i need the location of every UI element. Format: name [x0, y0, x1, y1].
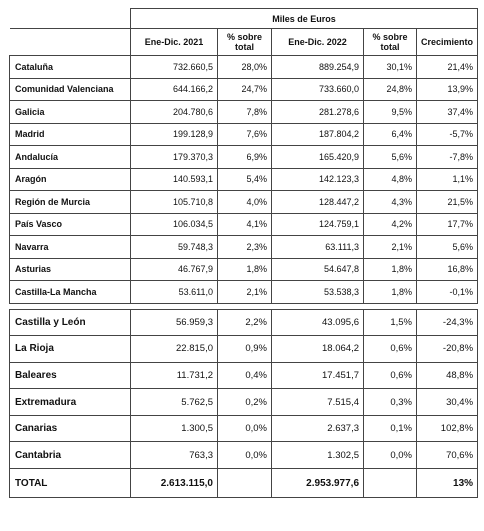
region-cell: Baleares — [10, 362, 131, 389]
column-header-2022: Ene-Dic. 2022 — [272, 29, 364, 56]
table-row — [10, 168, 478, 191]
value-2021-cell: 5.762,5 — [131, 389, 218, 416]
header-blank-cell — [10, 9, 131, 29]
share-2021-cell: 4,0% — [218, 191, 272, 214]
region-cell: Castilla-La Mancha — [10, 281, 131, 304]
data-table-container — [9, 8, 477, 498]
value-2022-cell: 43.095,6 — [272, 309, 364, 336]
region-cell: Navarra — [10, 236, 131, 259]
region-cell: Comunidad Valenciana — [10, 78, 131, 101]
share-2022-cell: 4,8% — [364, 168, 417, 191]
region-cell: Galicia — [10, 101, 131, 124]
growth-cell: 48,8% — [417, 362, 478, 389]
total-label: TOTAL — [10, 469, 131, 498]
share-2021-cell: 7,6% — [218, 123, 272, 146]
value-2022-cell: 281.278,6 — [272, 101, 364, 124]
column-header-growth: Crecimiento — [417, 29, 478, 56]
value-2021-cell: 53.611,0 — [131, 281, 218, 304]
table-row — [10, 442, 478, 469]
growth-cell: -20,8% — [417, 336, 478, 363]
value-2022-cell: 128.447,2 — [272, 191, 364, 214]
share-2021-cell: 4,1% — [218, 213, 272, 236]
value-2021-cell: 204.780,6 — [131, 101, 218, 124]
share-2022-cell: 1,5% — [364, 309, 417, 336]
value-2021-cell: 59.748,3 — [131, 236, 218, 259]
value-2021-cell: 732.660,5 — [131, 56, 218, 79]
table-row — [10, 281, 478, 304]
value-2022-cell: 7.515,4 — [272, 389, 364, 416]
value-2022-cell: 54.647,8 — [272, 258, 364, 281]
growth-cell: 70,6% — [417, 442, 478, 469]
table-row — [10, 309, 478, 336]
value-2021-cell: 644.166,2 — [131, 78, 218, 101]
share-2022-cell: 0,6% — [364, 336, 417, 363]
table-row — [10, 236, 478, 259]
value-2021-cell: 763,3 — [131, 442, 218, 469]
share-2022-cell: 4,2% — [364, 213, 417, 236]
share-2021-cell: 6,9% — [218, 146, 272, 169]
value-2022-cell: 733.660,0 — [272, 78, 364, 101]
table-row — [10, 101, 478, 124]
header-blank-cell — [10, 29, 131, 56]
share-2021-cell: 0,0% — [218, 442, 272, 469]
share-2021-cell: 7,8% — [218, 101, 272, 124]
share-2022-cell: 6,4% — [364, 123, 417, 146]
share-2021-cell: 0,2% — [218, 389, 272, 416]
growth-cell: 21,5% — [417, 191, 478, 214]
region-cell: La Rioja — [10, 336, 131, 363]
growth-cell: 17,7% — [417, 213, 478, 236]
column-header-share-2021: % sobre total — [218, 29, 272, 56]
growth-cell: 102,8% — [417, 415, 478, 442]
share-2022-cell: 9,5% — [364, 101, 417, 124]
column-header-2021: Ene-Dic. 2021 — [131, 29, 218, 56]
region-cell: Cataluña — [10, 56, 131, 79]
value-2022-cell: 1.302,5 — [272, 442, 364, 469]
growth-cell: 1,1% — [417, 168, 478, 191]
value-2022-cell: 53.538,3 — [272, 281, 364, 304]
region-cell: Madrid — [10, 123, 131, 146]
region-cell: Región de Murcia — [10, 191, 131, 214]
total-share-2022-empty — [364, 469, 417, 498]
share-2021-cell: 0,0% — [218, 415, 272, 442]
value-2021-cell: 46.767,9 — [131, 258, 218, 281]
region-cell: Cantabria — [10, 442, 131, 469]
table-row — [10, 415, 478, 442]
region-cell: Extremadura — [10, 389, 131, 416]
value-2021-cell: 106.034,5 — [131, 213, 218, 236]
region-cell: Castilla y León — [10, 309, 131, 336]
share-2022-cell: 1,8% — [364, 281, 417, 304]
total-growth: 13% — [417, 469, 478, 498]
table-row — [10, 146, 478, 169]
total-row — [10, 469, 478, 498]
growth-cell: -0,1% — [417, 281, 478, 304]
table-row — [10, 389, 478, 416]
share-2021-cell: 2,2% — [218, 309, 272, 336]
growth-cell: 16,8% — [417, 258, 478, 281]
value-2022-cell: 165.420,9 — [272, 146, 364, 169]
value-2022-cell: 124.759,1 — [272, 213, 364, 236]
value-2022-cell: 142.123,3 — [272, 168, 364, 191]
share-2022-cell: 0,1% — [364, 415, 417, 442]
value-2021-cell: 105.710,8 — [131, 191, 218, 214]
growth-cell: -7,8% — [417, 146, 478, 169]
share-2022-cell: 24,8% — [364, 78, 417, 101]
share-2022-cell: 30,1% — [364, 56, 417, 79]
value-2021-cell: 179.370,3 — [131, 146, 218, 169]
share-2021-cell: 2,3% — [218, 236, 272, 259]
share-2021-cell: 2,1% — [218, 281, 272, 304]
value-2021-cell: 22.815,0 — [131, 336, 218, 363]
value-2021-cell: 140.593,1 — [131, 168, 218, 191]
total-share-2021-empty — [218, 469, 272, 498]
exports-table — [9, 8, 478, 498]
value-2022-cell: 2.637,3 — [272, 415, 364, 442]
share-2022-cell: 2,1% — [364, 236, 417, 259]
header-group-label: Miles de Euros — [131, 9, 478, 29]
value-2022-cell: 17.451,7 — [272, 362, 364, 389]
value-2022-cell: 18.064,2 — [272, 336, 364, 363]
growth-cell: 30,4% — [417, 389, 478, 416]
table-row — [10, 258, 478, 281]
growth-cell: 21,4% — [417, 56, 478, 79]
share-2021-cell: 5,4% — [218, 168, 272, 191]
share-2021-cell: 0,9% — [218, 336, 272, 363]
region-cell: Andalucía — [10, 146, 131, 169]
growth-cell: 5,6% — [417, 236, 478, 259]
growth-cell: 13,9% — [417, 78, 478, 101]
table-row — [10, 362, 478, 389]
region-cell: Canarias — [10, 415, 131, 442]
table-row — [10, 78, 478, 101]
share-2021-cell: 28,0% — [218, 56, 272, 79]
total-value-2021: 2.613.115,0 — [131, 469, 218, 498]
growth-cell: -24,3% — [417, 309, 478, 336]
growth-cell: 37,4% — [417, 101, 478, 124]
region-cell: País Vasco — [10, 213, 131, 236]
value-2022-cell: 63.111,3 — [272, 236, 364, 259]
table-row — [10, 123, 478, 146]
share-2022-cell: 5,6% — [364, 146, 417, 169]
table-row — [10, 213, 478, 236]
column-header-share-2022: % sobre total — [364, 29, 417, 56]
share-2022-cell: 4,3% — [364, 191, 417, 214]
value-2021-cell: 11.731,2 — [131, 362, 218, 389]
share-2022-cell: 1,8% — [364, 258, 417, 281]
value-2022-cell: 187.804,2 — [272, 123, 364, 146]
table-row — [10, 336, 478, 363]
value-2021-cell: 1.300,5 — [131, 415, 218, 442]
value-2021-cell: 56.959,3 — [131, 309, 218, 336]
share-2022-cell: 0,0% — [364, 442, 417, 469]
total-value-2022: 2.953.977,6 — [272, 469, 364, 498]
value-2021-cell: 199.128,9 — [131, 123, 218, 146]
share-2021-cell: 1,8% — [218, 258, 272, 281]
share-2021-cell: 0,4% — [218, 362, 272, 389]
region-cell: Aragón — [10, 168, 131, 191]
share-2021-cell: 24,7% — [218, 78, 272, 101]
table-row — [10, 56, 478, 79]
table-row — [10, 191, 478, 214]
value-2022-cell: 889.254,9 — [272, 56, 364, 79]
growth-cell: -5,7% — [417, 123, 478, 146]
region-cell: Asturias — [10, 258, 131, 281]
share-2022-cell: 0,3% — [364, 389, 417, 416]
share-2022-cell: 0,6% — [364, 362, 417, 389]
